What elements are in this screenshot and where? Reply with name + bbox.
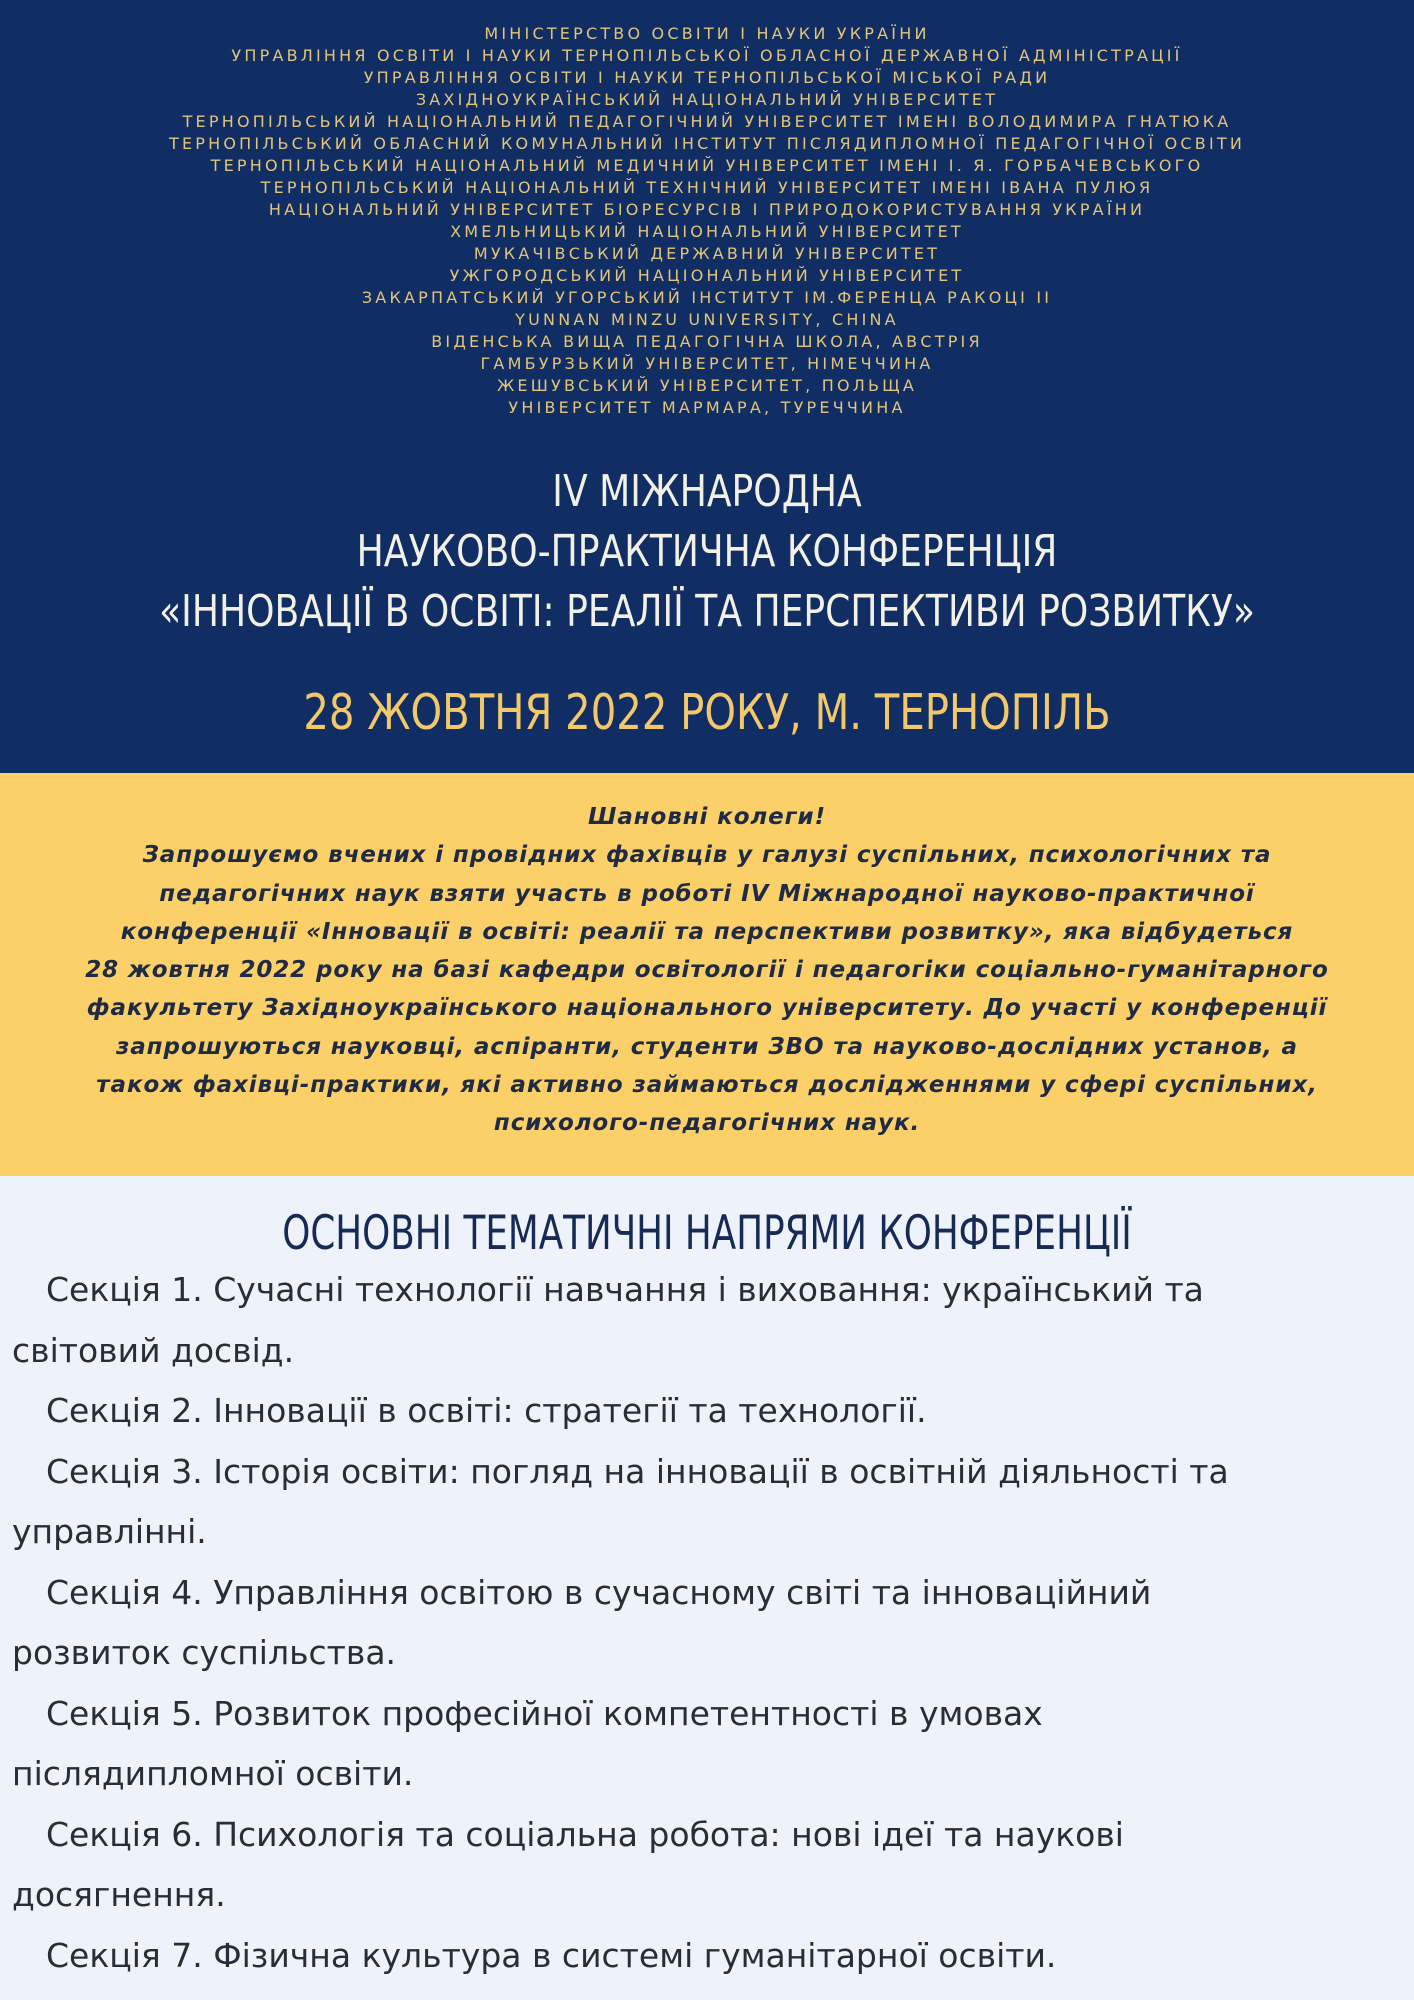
organizer-line: МІНІСТЕРСТВО ОСВІТИ І НАУКИ УКРАЇНИ (484, 24, 930, 43)
organizers-list (0, 23, 1414, 419)
section-item: Секція 7. Фізична культура в системі гуманітарної освіти. (46, 1935, 1057, 1975)
organizer-line: ХМЕЛЬНИЦЬКИЙ НАЦІОНАЛЬНИЙ УНІВЕРСИТЕТ (450, 222, 964, 241)
organizer-line: ВІДЕНСЬКА ВИЩА ПЕДАГОГІЧНА ШКОЛА, АВСТРІЯ (431, 332, 983, 351)
invitation-text (0, 798, 1414, 1143)
section-item-continuation: розвиток суспільства. (12, 1633, 397, 1672)
organizer-line: ТЕРНОПІЛЬСЬКИЙ НАЦІОНАЛЬНИЙ ТЕХНІЧНИЙ УНІВЕРСИТЕТ ІМЕНІ ІВАНА ПУЛЮЯ (260, 178, 1154, 197)
sections-heading: ОСНОВНІ ТЕМАТИЧНІ НАПРЯМИ КОНФЕРЕНЦІЇ (282, 1206, 1132, 1261)
invitation-line: психолого-педагогічних наук. (493, 1110, 921, 1137)
conference-title-line: «ІННОВАЦІЇ В ОСВІТІ: РЕАЛІЇ ТА ПЕРСПЕКТИВИ РОЗВИТКУ» (159, 586, 1255, 637)
organizer-line: YUNNAN MINZU UNIVERSITY, CHINA (515, 310, 899, 329)
conference-title-line: НАУКОВО-ПРАКТИЧНА КОНФЕРЕНЦІЯ (356, 526, 1058, 577)
section-item-continuation: світовий досвід. (12, 1330, 295, 1370)
section-item: Секція 3. Історія освіти: погляд на інновації в освітній діяльності та (46, 1451, 1229, 1491)
conference-title (0, 462, 1414, 642)
organizer-line: ТЕРНОПІЛЬСЬКИЙ НАЦІОНАЛЬНИЙ МЕДИЧНИЙ УНІВЕРСИТЕТ ІМЕНІ І. Я. ГОРБАЧЕВСЬКОГО (210, 156, 1204, 175)
invitation-line: конференції «Інновації в освіті: реалії та перспективи розвитку», яка відбудеться (120, 918, 1294, 945)
header-banner (0, 0, 1414, 773)
sections-list (12, 1260, 1402, 1986)
invitation-line: факультету Західноукраїнського національного університету. До участі у конференції (86, 995, 1328, 1022)
organizer-line: УПРАВЛІННЯ ОСВІТИ І НАУКИ ТЕРНОПІЛЬСЬКОЇ МІСЬКОЇ РАДИ (363, 68, 1051, 87)
invitation-greeting: Шановні колеги! (588, 804, 826, 830)
organizer-line: ТЕРНОПІЛЬСЬКИЙ ОБЛАСНИЙ КОМУНАЛЬНИЙ ІНСТИТУТ ПІСЛЯДИПЛОМНОЇ ПЕДАГОГІЧНОЇ ОСВІТИ (168, 134, 1246, 153)
conference-title-line: IV МІЖНАРОДНА (552, 466, 862, 517)
organizer-line: УЖГОРОДСЬКИЙ НАЦІОНАЛЬНИЙ УНІВЕРСИТЕТ (449, 266, 965, 285)
section-item: Секція 5. Розвиток професійної компетентності в умовах (46, 1693, 1043, 1733)
organizer-line: УПРАВЛІННЯ ОСВІТИ І НАУКИ ТЕРНОПІЛЬСЬКОЇ ОБЛАСНОЇ ДЕРЖАВНОЇ АДМІНІСТРАЦІЇ (231, 46, 1183, 65)
section-item-continuation: досягнення. (12, 1875, 226, 1914)
organizer-line: МУКАЧІВСЬКИЙ ДЕРЖАВНИЙ УНІВЕРСИТЕТ (473, 244, 941, 263)
section-item-continuation: управлінні. (12, 1512, 207, 1551)
organizer-line: ТЕРНОПІЛЬСЬКИЙ НАЦІОНАЛЬНИЙ ПЕДАГОГІЧНИЙ УНІВЕРСИТЕТ ІМЕНІ ВОЛОДИМИРА ГНАТЮКА (182, 112, 1232, 131)
invitation-line: запрошуються науковці, аспіранти, студенти ЗВО та науково-дослідних установ, а (116, 1033, 1298, 1060)
invitation-line: педагогічних наук взяти участь в роботі IV Міжнародної науково-практичної (159, 880, 1255, 907)
invitation-line: Запрошуємо вчених і провідних фахівців у галузі суспільних, психологічних та (142, 842, 1272, 869)
organizer-line: ЖЕШУВСЬКИЙ УНІВЕРСИТЕТ, ПОЛЬЩА (497, 376, 917, 395)
organizer-line: ЗАКАРПАТСЬКИЙ УГОРСЬКИЙ ІНСТИТУТ ІМ.ФЕРЕНЦА РАКОЦІ ІІ (361, 288, 1053, 307)
organizer-line: ЗАХІДНОУКРАЇНСЬКИЙ НАЦІОНАЛЬНИЙ УНІВЕРСИТЕТ (415, 90, 999, 109)
section-item-continuation: післядипломної освіти. (12, 1754, 414, 1793)
organizer-line: УНІВЕРСИТЕТ МАРМАРА, ТУРЕЧЧИНА (508, 398, 906, 417)
sections-block (0, 1176, 1414, 2000)
section-item: Секція 6. Психологія та соціальна робота: нові ідеї та наукові (46, 1814, 1124, 1854)
section-item: Секція 1. Сучасні технології навчання і виховання: український та (46, 1270, 1204, 1309)
conference-date-place: 28 ЖОВТНЯ 2022 РОКУ, М. ТЕРНОПІЛЬ (303, 684, 1111, 741)
invitation-panel (0, 773, 1414, 1176)
organizer-line: НАЦІОНАЛЬНИЙ УНІВЕРСИТЕТ БІОРЕСУРСІВ І ПРИРОДОКОРИСТУВАННЯ УКРАЇНИ (268, 200, 1146, 219)
invitation-line: 28 жовтня 2022 року на базі кафедри освітології і педагогіки соціально-гуманітарного (85, 957, 1329, 984)
organizer-line: ГАМБУРЗЬКИЙ УНІВЕРСИТЕТ, НІМЕЧЧИНА (480, 354, 934, 373)
section-item: Секція 4. Управління освітою в сучасному світі та інноваційний (46, 1572, 1152, 1612)
invitation-line: також фахівці-практики, які активно займаються дослідженнями у сфері суспільних, (96, 1072, 1318, 1099)
section-item: Секція 2. Інновації в освіті: стратегії та технології. (46, 1391, 927, 1430)
